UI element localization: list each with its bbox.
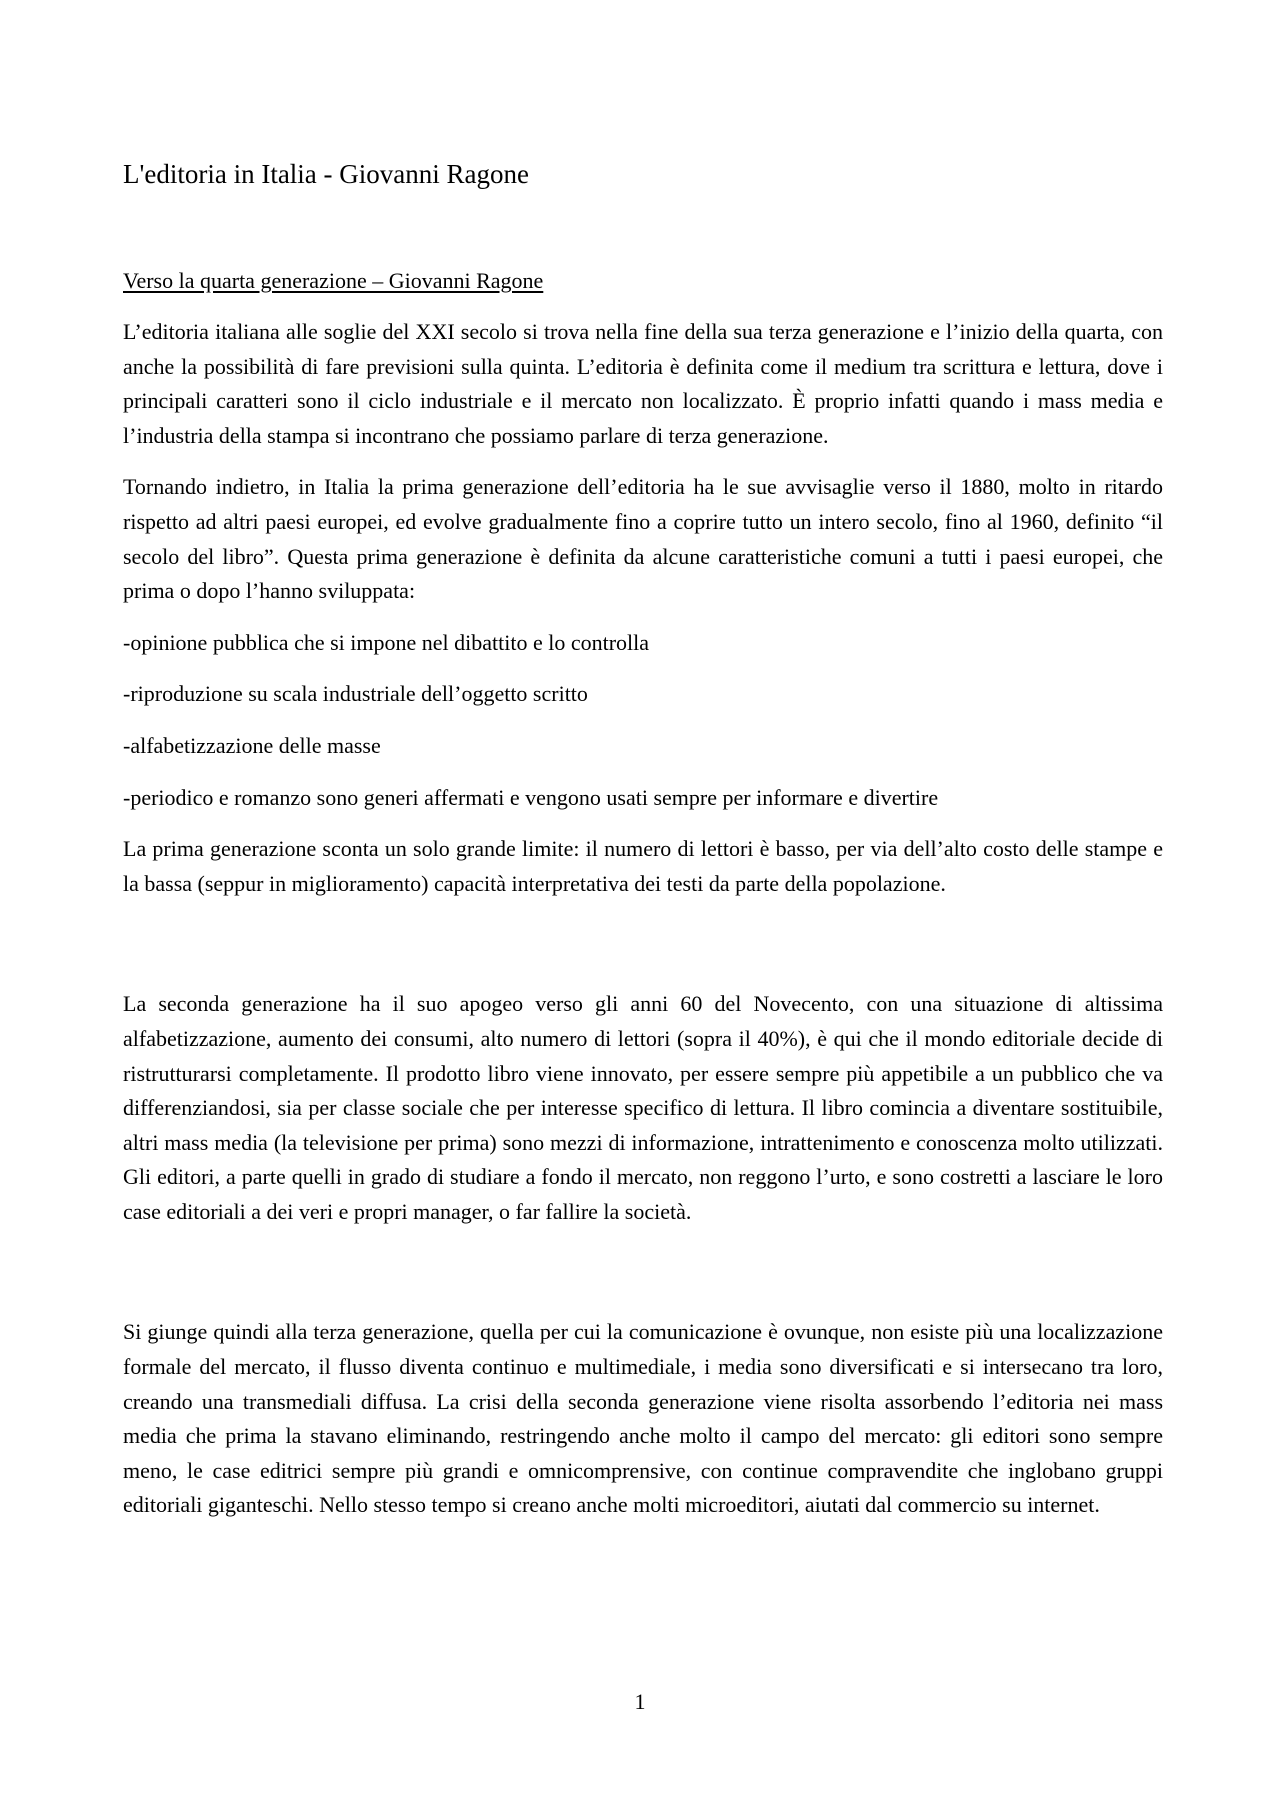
list-item-literacy: -alfabetizzazione delle masse	[123, 732, 381, 758]
section-title: Verso la quarta generazione – Giovanni Ragone	[123, 268, 544, 293]
list-item-public-opinion: -opinione pubblica che si impone nel dibattito e lo controlla	[123, 629, 650, 655]
paragraph-first-generation-limit: La prima generazione sconta un solo grande limite: il numero di lettori è basso, per via dell’alto costo delle stampe e la bassa (seppur in miglioramento) capacità interpretativa dei testi da parte della popolazione.	[123, 836, 1163, 896]
list-item-industrial-reproduction: -riproduzione su scala industriale dell’oggetto scritto	[123, 681, 588, 707]
page-content	[123, 156, 1163, 1523]
paragraph-third-generation: Si giunge quindi alla terza generazione, quella per cui la comunicazione è ovunque, non esiste più una localizzazione formale del mercato, il flusso diventa continuo e multimediale, i media sono diversificati e si intersecano tra loro, creando una transmediali diffusa. La crisi della seconda generazione viene risolta assorbendo l’editoria nei mass media che prima la stavano eliminando, restringendo anche molto il campo del mercato: gli editori sono sempre meno, le case editrici sempre più grandi e omnicomprensive, con continue compravendite che inglobano gruppi editoriali giganteschi. Nello stesso tempo si creano anche molti microeditori, aiutati dal commercio su internet.	[123, 1319, 1163, 1518]
paragraph-intro: L’editoria italiana alle soglie del XXI secolo si trova nella fine della sua terza generazione e l’inizio della quarta, con anche la possibilità di fare previsioni sulla quinta. L’editoria è definita come il medium tra scrittura e lettura, dove i principali caratteri sono il ciclo industriale e il mercato non localizzato. È proprio infatti quando i mass media e l’industria della stampa si incontrano che possiamo parlare di terza generazione.	[123, 319, 1163, 448]
list-item-periodical-novel: -periodico e romanzo sono generi affermati e vengono usati sempre per informare e divertire	[123, 784, 939, 810]
page-number: 1	[634, 1689, 646, 1714]
document-title: L'editoria in Italia - Giovanni Ragone	[123, 159, 529, 189]
paragraph-second-generation: La seconda generazione ha il suo apogeo verso gli anni 60 del Novecento, con una situazione di altissima alfabetizzazione, aumento dei consumi, alto numero di lettori (sopra il 40%), è qui che il mondo editoriale decide di ristrutturarsi completamente. Il prodotto libro viene innovato, per essere sempre più appetibile a un pubblico che va differenziandosi, sia per classe sociale che per interesse specifico di lettura. Il libro comincia a diventare sostituibile, altri mass media (la televisione per prima) sono mezzi di informazione, intrattenimento e conoscenza molto utilizzati. Gli editori, a parte quelli in grado di studiare a fondo il mercato, non reggono l’urto, e sono costretti a lasciare le loro case editoriali a dei veri e propri manager, o far fallire la società.	[123, 991, 1163, 1224]
paragraph-first-generation: Tornando indietro, in Italia la prima generazione dell’editoria ha le sue avvisaglie verso il 1880, molto in ritardo rispetto ad altri paesi europei, ed evolve gradualmente fino a coprire tutto un intero secolo, fino al 1960, definito “il secolo del libro”. Questa prima generazione è definita da alcune caratteristiche comuni a tutti i paesi europei, che prima o dopo l’hanno sviluppata:	[123, 474, 1163, 604]
